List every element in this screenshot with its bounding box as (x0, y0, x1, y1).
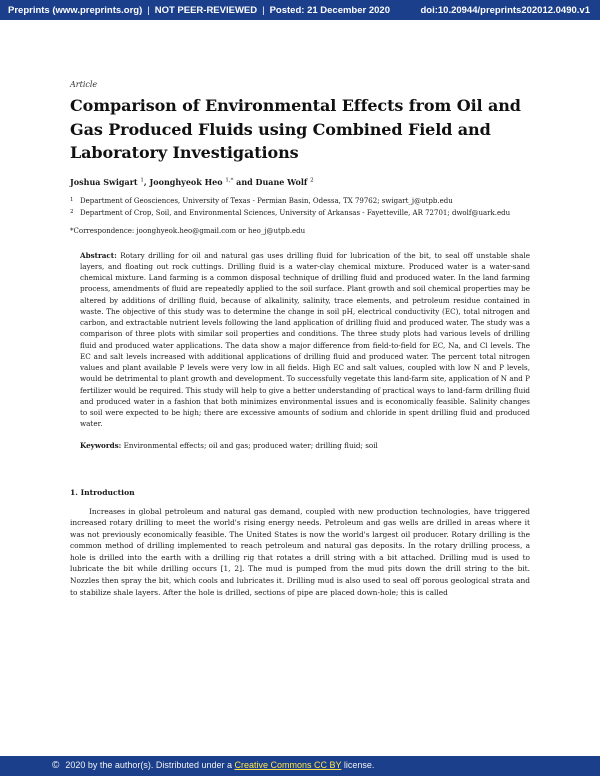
author-affiliation-mark: 1,* (225, 176, 234, 183)
footer-text (52, 760, 374, 771)
author-list (70, 177, 530, 187)
section-heading: 1. Introduction (70, 487, 135, 497)
keywords-text: Environmental effects; oil and gas; produced water; drilling fluid; soil (123, 440, 378, 450)
author-name: Joshua Swigart (70, 176, 138, 187)
peer-review-status: NOT PEER-REVIEWED (154, 5, 258, 16)
article-title: Comparison of Environmental Effects from Oil and Gas Produced Fluids using Combined Field and Laboratory Investigations (70, 96, 521, 162)
author-affiliation-mark: 2 (310, 176, 314, 183)
correspondence: *Correspondence: joonghyeok.heo@gmail.com or heo_j@utpb.edu (70, 226, 306, 235)
copyright-icon: © (52, 760, 60, 771)
affiliation-number: 2 (70, 208, 74, 215)
keywords-label: Keywords: (80, 440, 122, 450)
affiliation-text: Department of Crop, Soil, and Environmental Sciences, University of Arkansas - Fayetteville, AR 72701; dwolf@uark.edu (80, 208, 511, 217)
header-separator: | (262, 5, 265, 16)
article-type: Article (70, 80, 98, 89)
author-separator: , (143, 176, 150, 187)
license-footer (0, 756, 600, 776)
author-name: Joonghyeok Heo (149, 176, 223, 187)
footer-suffix: license. (341, 760, 375, 770)
preprint-header-bar (0, 0, 600, 20)
keywords (80, 441, 530, 450)
abstract-text: Rotary drilling for oil and natural gas uses drilling fluid for lubrication of the bit, to seal off unstable shale layers, and floating out rock cuttings. Drilling fluid is a water-clay chemical mixture. Produced water is a water-sand chemical mixture. Land farming is a common disposal technique of drilling fluid and produced water. In the land farming process, amendments of fluid are repeatedly applied to the soil surface. Plant growth and soil chemical properties may be altered by additions of drilling fluid, because of alkalinity, salinity, trace elements, and petroleum residue contained in waste. The objective of this study was to determine the change in soil pH, electrical conductivity (EC), total nitrogen and carbon, and extractable nutrient levels following the land application of drilling fluid and produced water. The study was a comparison of three plots with similar soil properties and conditions. The three study plots had various levels of drilling fluid and produced water applications. The data show a major difference from field-to-field for EC, Na, and Cl levels. The EC and salt levels increased with additional applications of drilling fluid and produced water. The percent total nitrogen values and plant available P levels were very low in all fields. High EC and salt values, coupled with low N and P levels, would be detrimental to plant growth and development. To successfully vegetate this land-farm site, application of N and P fertilizer would be required. This study will help to give a better understanding of practical ways to land-farm drilling fluid and produced water in a fashion that both minimizes environmental issues and is economically feasible. Salinity changes to soil were expected to be high; there are excessive amounts of sodium and chloride in spent drilling fluid and produced water. (80, 250, 530, 429)
article-body (70, 80, 530, 598)
author-affiliation-mark: 1 (140, 176, 144, 183)
abstract (80, 250, 530, 430)
author-name: Duane Wolf (255, 176, 308, 187)
header-separator: | (147, 5, 150, 16)
license-link[interactable]: Creative Commons CC BY (234, 760, 342, 770)
author-separator: and (233, 176, 256, 187)
header-left (8, 5, 390, 16)
doi-link[interactable]: doi:10.20944/preprints202012.0490.v1 (420, 5, 590, 16)
affiliation (70, 196, 530, 207)
preprints-site-link[interactable]: Preprints (www.preprints.org) (8, 5, 143, 16)
posted-date: Posted: 21 December 2020 (269, 5, 390, 16)
affiliation-number: 1 (70, 196, 74, 203)
affiliation-text: Department of Geosciences, University of Texas - Permian Basin, Odessa, TX 79762; swigart_j@utpb.edu (80, 196, 453, 205)
footer-prefix: 2020 by the author(s). Distributed under a (65, 760, 235, 770)
introduction-paragraph: Increases in global petroleum and natural gas demand, coupled with new production technologies, have triggered increased rotary drilling to meet the world's rising energy needs. Petroleum and gas wells are drilled in areas where it was not previously economically feasible. The United States is now the world's largest oil producer. Rotary drilling is the common method of drilling implemented to reach petroleum and natural gas deposits. In the rotary drilling process, a hole is drilled into the earth with a drilling rig that rotates a drill string with a bit attached. Drilling mud is used to lubricate the bit while drilling occurs [1, 2]. The mud is pumped from the mud pits down the drill string to the bit. Nozzles then spray the bit, which cools and lubricates it. Drilling mud is also used to seal off porous geological strata and to stabilize shale layers. After the hole is drilled, sections of pipe are placed down-hole; this is called (70, 506, 530, 597)
affiliation (70, 208, 530, 219)
abstract-label: Abstract: (80, 250, 117, 260)
header-right (420, 5, 590, 16)
